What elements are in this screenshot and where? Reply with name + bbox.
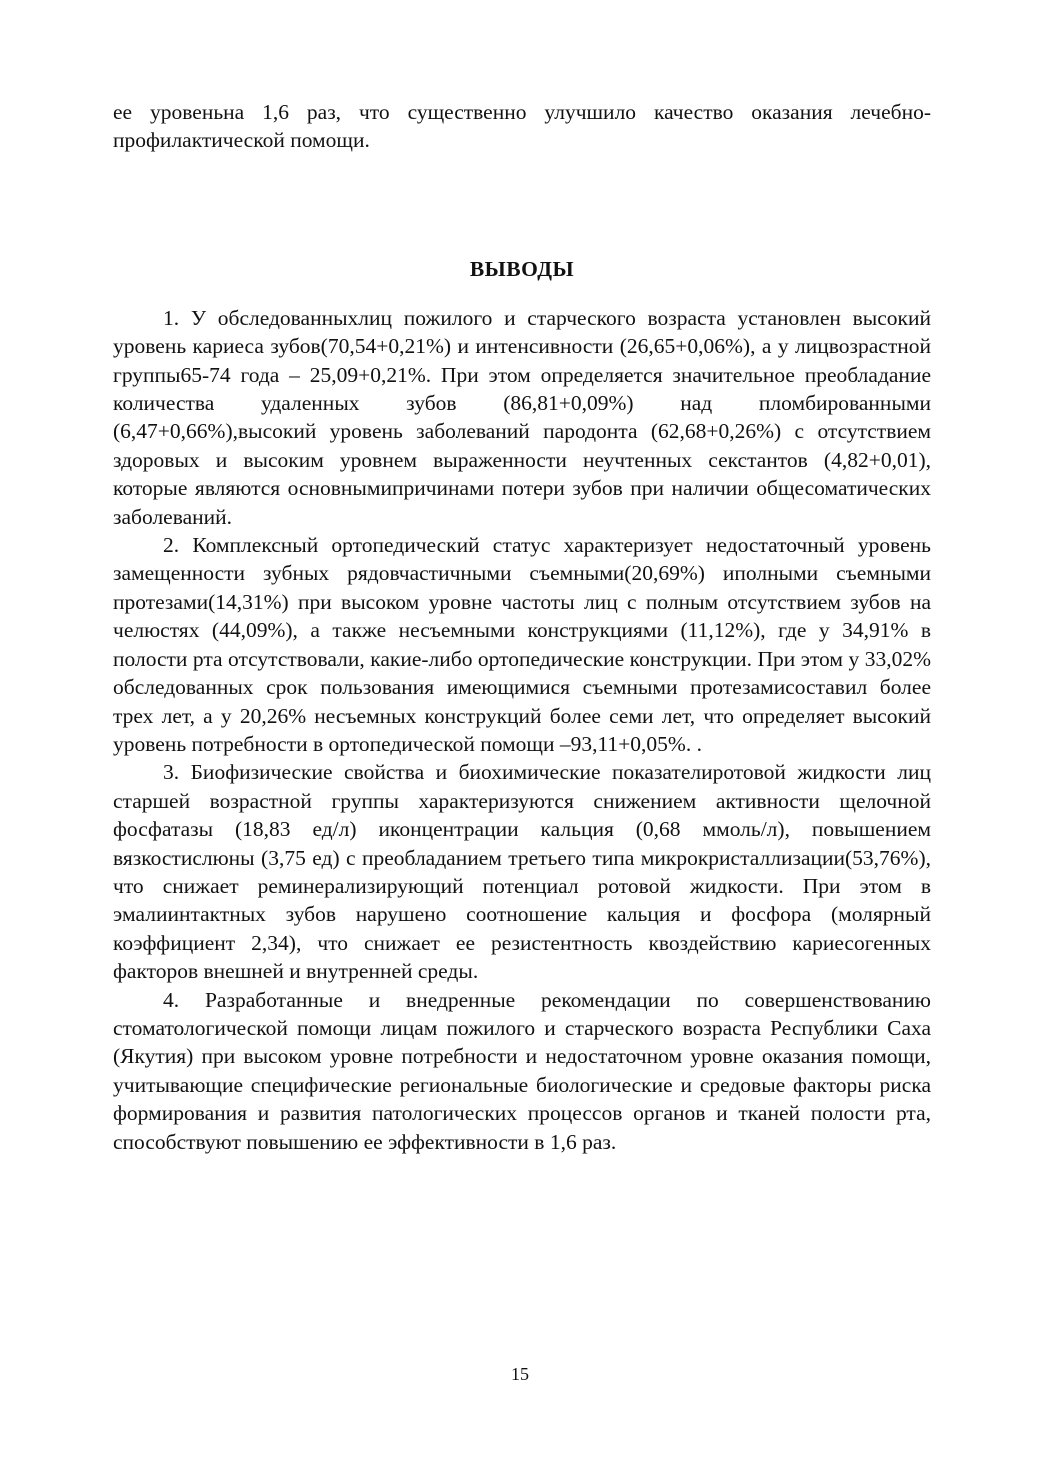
page-content [113, 98, 931, 1156]
conclusion-item-4: 4. Разработанные и внедренные рекомендации по совершенствованию стоматологической помощи лицам пожилого и старческого возраста Республики Саха (Якутия) при высоком уровне потребности и недостаточном уровне оказания помощи, учитывающие специфические региональные биологические и средовые факторы риска формирования и развития патологических процессов органов и тканей полости рта, способствуют повышению ее эффективности в 1,6 раз. [113, 987, 931, 1154]
section-title: ВЫВОДЫ [469, 256, 575, 281]
conclusion-item-2: 2. Комплексный ортопедический статус характеризует недостаточный уровень замещенности зубных рядовчастичными съемными(20,69%) иполными съемными протезами(14,31%) при высоком уровне частоты лиц с полным отсутствием зубов на челюстях (44,09%), а также несъемными конструкциями (11,12%), где у 34,91% в полости рта отсутствовали, какие-либо ортопедические конструкции. При этом у 33,02% обследованных срок пользования имеющимися съемными протезамисоставил более трех лет, а у 20,26% несъемных конструкций более семи лет, что определяет высокий уровень потребности в ортопедической помощи –93,11+0,05%. . [113, 533, 931, 756]
conclusion-item-1: 1. У обследованныхлиц пожилого и старческого возраста установлен высокий уровень кариеса зубов(70,54+0,21%) и интенсивности (26,65+0,06%), а у лицвозрастной группы65-74 года – 25,09+0,21%. При этом определяется значительное преобладание количества удаленных зубов (86,81+0,09%) над пломбированными (6,47+0,66%),высокий уровень заболеваний пародонта (62,68+0,26%) с отсутствием здоровых и высоким уровнем выраженности неучтенных секстантов (4,82+0,01), которые являются основнымипричинами потери зубов при наличии общесоматических заболеваний. [113, 305, 931, 529]
conclusion-item-3: 3. Биофизические свойства и биохимические показателиротовой жидкости лиц старшей возрастной группы характеризуются снижением активности щелочной фосфатазы (18,83 ед/л) иконцентрации кальция (0,68 ммоль/л), повышением вязкостислюны (3,75 ед) с преобладанием третьего типа микрокристаллизации(53,76%), что снижает реминерализирующий потенциал ротовой жидкости. При этом в эмалиинтактных зубов нарушено соотношение кальция и фосфора (молярный коэффициент 2,34), что снижает ее резистентность квоздействию кариесогенных факторов внешней и внутренней среды. [113, 760, 931, 984]
intro-paragraph: ее уровеньна 1,6 раз, что существенно улучшило качество оказания лечебно-профилактической помощи. [113, 100, 931, 153]
page-number: 15 [511, 1364, 529, 1384]
